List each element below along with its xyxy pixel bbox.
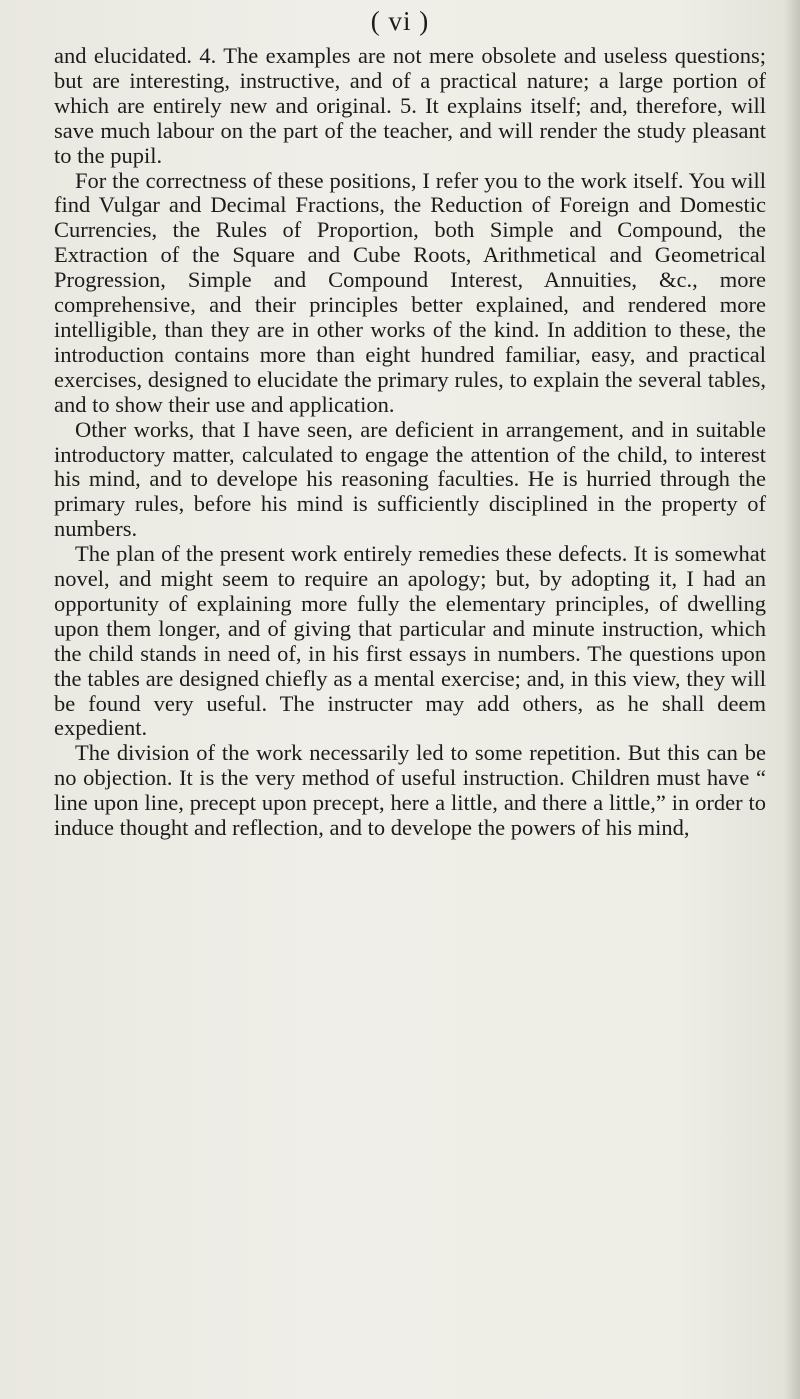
paragraph-correctness: For the correctness of these positions, I refer you to the work itself. You will find Vulgar and Decimal Fractions, the Reduction of Foreign and Domestic Currencies, the Rules of Proportion, both Simple and Compound, the Extraction of the Square and Cube Roots, Arithmetical and Geometrical Progression, Simple and Compound Interest, Annuities, &c., more comprehensive, and their principles better explained, and rendered more intelligible, than they are in other works of the kind. In addition to these, the introduction contains more than eight hundred familiar, easy, and practical exercises, designed to elucidate the primary rules, to explain the several tables, and to show their use and application. xyxy=(54,167,766,417)
paragraph-division: The division of the work necessarily led to some repetition. But this can be no objection. It is the very method of useful instruction. Children must have “ line upon line, precept upon precept, here a little, and there a little,” in order to induce thought and reflection, and to develope the powers of his mind, xyxy=(54,740,766,841)
page-number: ( vi ) xyxy=(370,6,430,36)
body-text xyxy=(54,44,766,841)
paragraph-continuation: and elucidated. 4. The examples are not mere obsolete and useless questions; but are interesting, instructive, and of a practical nature; a large portion of which are entirely new and original. 5. It explains itself; and, therefore, will save much labour on the part of the teacher, and will render the study pleasant to the pupil. xyxy=(54,43,766,168)
page-edge-shadow xyxy=(784,0,800,1399)
paragraph-other-works: Other works, that I have seen, are deficient in arrangement, and in suitable introductory matter, calculated to engage the attention of the child, to interest his mind, and to develope his reasoning faculties. He is hurried through the primary rules, before his mind is sufficiently disciplined in the property of numbers. xyxy=(54,416,766,542)
paragraph-plan: The plan of the present work entirely remedies these defects. It is somewhat novel, and might seem to require an apology; but, by adopting it, I had an opportunity of explaining more fully the elementary principles, of dwelling upon them longer, and of giving that particular and minute instruction, which the child stands in need of, in his first essays in numbers. The questions upon the tables are designed chiefly as a mental exercise; and, in this view, they will be found very useful. The instructer may add others, as he shall deem expedient. xyxy=(54,541,766,741)
